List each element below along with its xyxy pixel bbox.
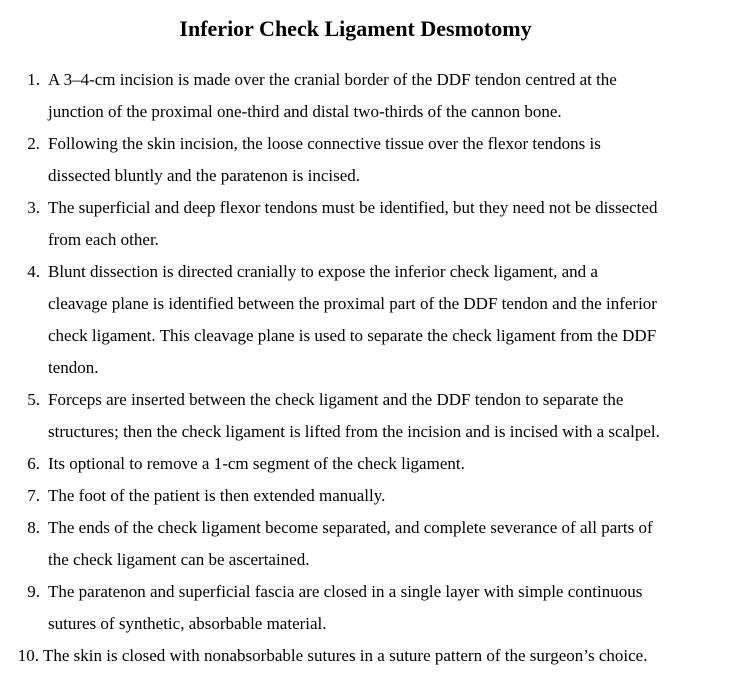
step-number: 2.	[27, 134, 40, 153]
procedure-step	[0, 384, 745, 448]
step-number: 6.	[27, 454, 40, 473]
step-number: 8.	[27, 518, 40, 537]
step-number: 7.	[27, 486, 40, 505]
step-number: 1.	[27, 70, 40, 89]
step-text-line: cleavage plane is identified between the proximal part of the DDF tendon and the inferior	[48, 294, 657, 313]
procedure-step	[0, 640, 745, 672]
step-number: 10.	[17, 646, 39, 665]
step-text-line: The superficial and deep flexor tendons must be identified, but they need not be dissected	[48, 198, 658, 217]
step-text	[48, 576, 735, 640]
procedure-step	[0, 128, 745, 192]
step-text	[48, 192, 735, 256]
step-text	[48, 448, 735, 480]
step-text-line: Forceps are inserted between the check ligament and the DDF tendon to separate the	[48, 390, 624, 409]
step-text-line: The paratenon and superficial fascia are closed in a single layer with simple continuous	[48, 582, 643, 601]
procedure-step	[0, 480, 745, 512]
step-text-line: The ends of the check ligament become separated, and complete severance of all parts of	[48, 518, 653, 537]
step-text	[48, 480, 735, 512]
step-text-line: tendon.	[48, 358, 99, 377]
step-text-line: Its optional to remove a 1-cm segment of the check ligament.	[48, 454, 465, 473]
step-text	[48, 384, 735, 448]
step-text	[43, 640, 735, 672]
step-text	[48, 64, 735, 128]
step-text-line: check ligament. This cleavage plane is used to separate the check ligament from the DDF	[48, 326, 657, 345]
step-text	[48, 128, 735, 192]
step-text-line: A 3–4-cm incision is made over the cranial border of the DDF tendon centred at the	[48, 70, 617, 89]
procedure-step	[0, 576, 745, 640]
step-text-line: the check ligament can be ascertained.	[48, 550, 310, 569]
step-text-line: Blunt dissection is directed cranially to expose the inferior check ligament, and a	[48, 262, 598, 281]
step-text-line: The skin is closed with nonabsorbable sutures in a suture pattern of the surgeon’s choice.	[43, 646, 648, 665]
procedure-steps-list	[0, 64, 745, 672]
procedure-step	[0, 64, 745, 128]
step-text	[48, 512, 735, 576]
step-text-line: junction of the proximal one-third and distal two-thirds of the cannon bone.	[48, 102, 562, 121]
step-text-line: structures; then the check ligament is lifted from the incision and is incised with a scalpel.	[48, 422, 660, 441]
step-number: 4.	[27, 262, 40, 281]
step-number: 3.	[27, 198, 40, 217]
step-number: 5.	[27, 390, 40, 409]
procedure-step	[0, 256, 745, 384]
procedure-step	[0, 448, 745, 480]
step-text	[48, 256, 735, 384]
procedure-step	[0, 512, 745, 576]
step-text-line: The foot of the patient is then extended manually.	[48, 486, 386, 505]
step-text-line: sutures of synthetic, absorbable material.	[48, 614, 327, 633]
step-text-line: from each other.	[48, 230, 159, 249]
procedure-step	[0, 192, 745, 256]
step-text-line: Following the skin incision, the loose connective tissue over the flexor tendons is	[48, 134, 601, 153]
document-title: Inferior Check Ligament Desmotomy	[179, 16, 532, 41]
step-number: 9.	[27, 582, 40, 601]
step-text-line: dissected bluntly and the paratenon is incised.	[48, 166, 361, 185]
